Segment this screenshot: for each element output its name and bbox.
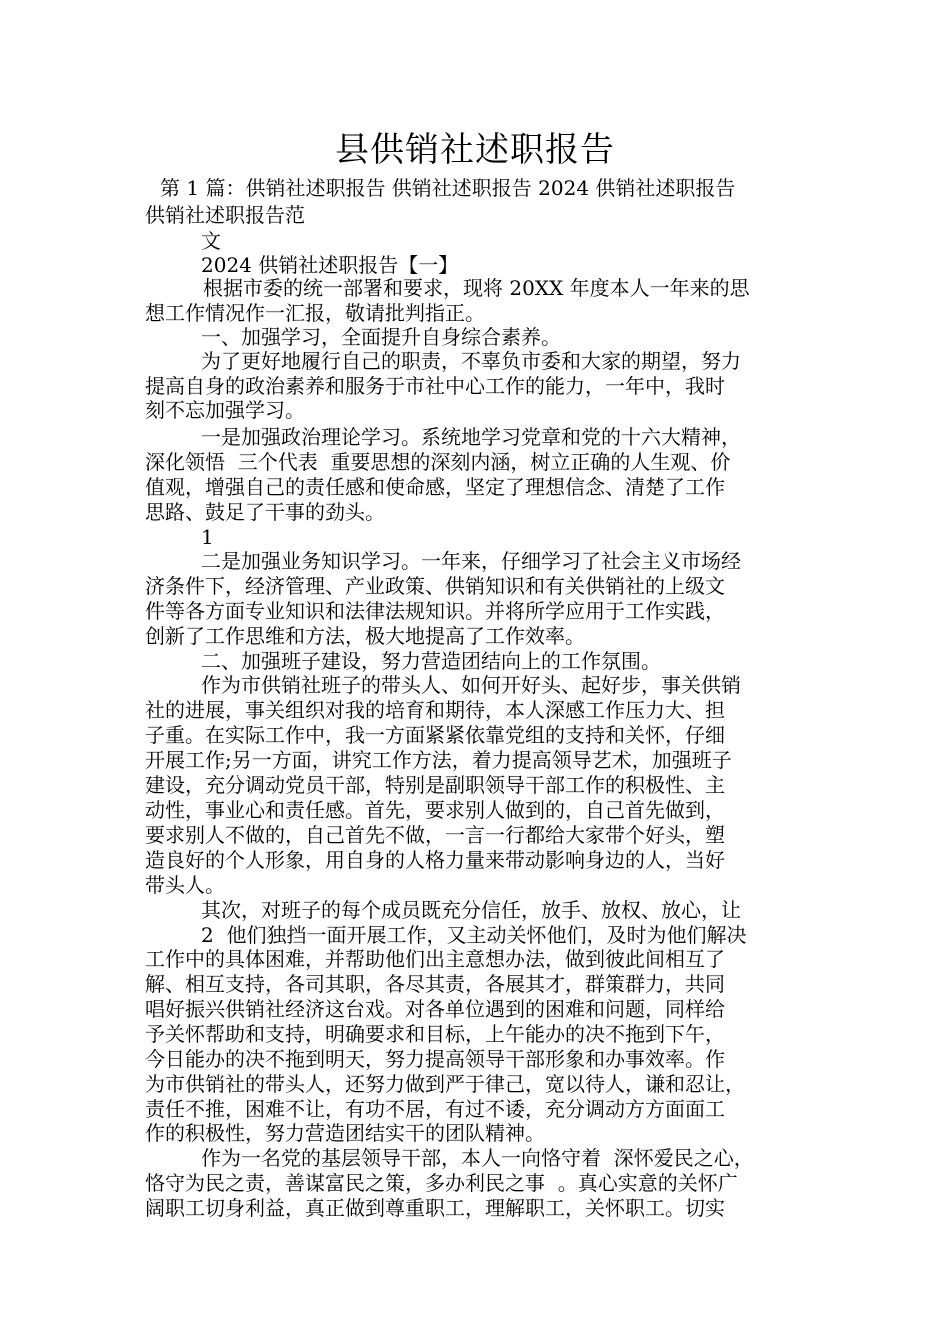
body-line: 其次，对班子的每个成员既充分信任，放手、放权、放心，让 (201, 898, 741, 922)
body-line: 唱好振兴供销社经济这台戏。对各单位遇到的困难和问题，同样给 (145, 997, 725, 1021)
body-line: 动性，事业心和责任感。首先，要求别人做到的，自己首先做到， (145, 798, 725, 822)
document-title: 县供销社述职报告 (335, 130, 615, 170)
body-line: 阔职工切身利益，真正做到尊重职工，理解职工，关怀职工。切实 (145, 1196, 725, 1220)
body-line: 为市供销社的带头人，还努力做到严于律己，宽以待人，谦和忍让， (145, 1072, 745, 1096)
body-line: 2024 供销社述职报告【一】 (201, 253, 459, 277)
body-line: 子重。在实际工作中，我一方面紧紧依靠党组的支持和关怀，仔细 (145, 723, 725, 747)
body-line: 一、加强学习，全面提升自身综合素养。 (201, 325, 561, 349)
body-line: 造良好的个人形象，用自身的人格力量来带动影响身边的人，当好 (145, 848, 725, 872)
body-line: 二是加强业务知识学习。一年来，仔细学习了社会主义市场经 (201, 549, 741, 573)
body-line: 作的积极性，努力营造团结实干的团队精神。 (145, 1121, 545, 1145)
body-line: 作为市供销社班子的带头人、如何开好头、起好步，事关供销 (201, 673, 741, 697)
body-line: 作为一名党的基层领导干部，本人一向恪守着 深怀爱民之心， (201, 1146, 754, 1170)
body-line: 供销社述职报告范 (145, 203, 305, 227)
body-line: 2 他们独挡一面开展工作，又主动关怀他们，及时为他们解决 (201, 923, 747, 947)
body-line: 责任不推，困难不让，有功不居，有过不诿，充分调动方方面面工 (145, 1097, 725, 1121)
body-line: 深化领悟 三个代表 重要思想的深刻内涵，树立正确的人生观、价 (145, 450, 731, 474)
body-line: 第 1 篇：供销社述职报告 供销社述职报告 2024 供销社述职报告 (160, 176, 736, 200)
body-line: 恪守为民之责，善谋富民之策，多办利民之事 。真心实意的关怀广 (145, 1171, 738, 1195)
body-line: 值观，增强自己的责任感和使命感，坚定了理想信念、清楚了工作 (145, 475, 725, 499)
body-line: 为了更好地履行自己的职责，不辜负市委和大家的期望，努力 (201, 349, 741, 373)
body-line: 想工作情况作一汇报，敬请批判指正。 (145, 301, 485, 325)
body-line: 济条件下，经济管理、产业政策、供销知识和有关供销社的上级文 (145, 574, 725, 598)
body-line: 今日能办的决不拖到明天，努力提高领导干部形象和办事效率。作 (145, 1047, 725, 1071)
body-line: 一是加强政治理论学习。系统地学习党章和党的十六大精神， (201, 425, 741, 449)
body-line: 要求别人不做的，自己首先不做，一言一行都给大家带个好头，塑 (145, 823, 725, 847)
body-line: 开展工作;另一方面，讲究工作方法，着力提高领导艺术，加强班子 (145, 748, 732, 772)
body-line: 予关怀帮助和支持，明确要求和目标，上午能办的决不拖到下午， (145, 1022, 725, 1046)
body-line: 建设，充分调动党员干部，特别是副职领导干部工作的积极性、主 (145, 773, 725, 797)
body-line: 社的进展，事关组织对我的培育和期待，本人深感工作压力大、担 (145, 698, 725, 722)
body-line: 根据市委的统一部署和要求，现将 20XX 年度本人一年来的思 (203, 276, 750, 300)
body-line: 创新了工作思维和方法，极大地提高了工作效率。 (145, 624, 585, 648)
body-line: 提高自身的政治素养和服务于市社中心工作的能力，一年中，我时 (145, 374, 725, 398)
body-line: 工作中的具体困难，并帮助他们出主意想办法，做到彼此间相互了 (145, 947, 725, 971)
body-line: 带头人。 (145, 873, 225, 897)
body-line: 思路、鼓足了干事的劲头。 (145, 500, 385, 524)
body-line: 件等各方面专业知识和法律法规知识。并将所学应用于工作实践， (145, 599, 725, 623)
body-line: 二、加强班子建设，努力营造团结向上的工作氛围。 (201, 649, 661, 673)
body-line: 解、相互支持，各司其职，各尽其责，各展其才，群策群力，共同 (145, 972, 725, 996)
body-line: 刻不忘加强学习。 (145, 398, 305, 422)
page-number: 1 (201, 525, 214, 549)
body-line: 文 (201, 229, 221, 253)
